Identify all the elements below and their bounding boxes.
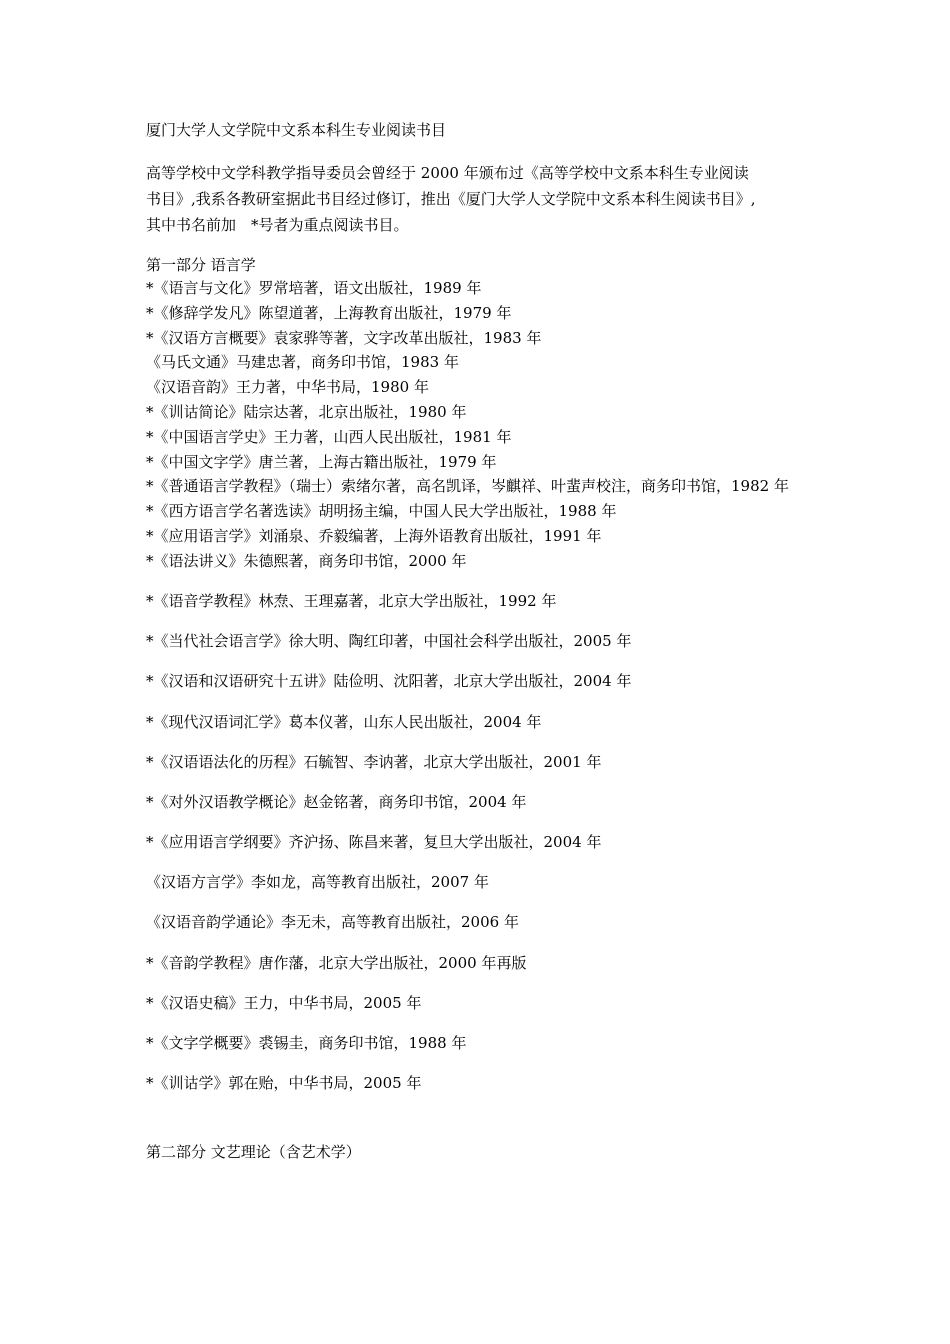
list-item: *《音韵学教程》唐作藩，北京大学出版社，2000 年再版: [146, 953, 527, 972]
intro-line: 高等学校中文学科教学指导委员会曾经于 2000 年颁布过《高等学校中文系本科生专业阅读: [146, 164, 749, 182]
list-item: *《应用语言学纲要》齐沪扬、陈昌来著，复旦大学出版社，2004 年: [146, 833, 602, 852]
list-item: 《马氏文通》马建忠著，商务印书馆，1983 年: [146, 353, 459, 372]
list-item: *《汉语史稿》王力，中华书局，2005 年: [146, 993, 422, 1012]
list-item: *《汉语和汉语研究十五讲》陆俭明、沈阳著，北京大学出版社，2004 年: [146, 672, 632, 691]
list-item: *《汉语方言概要》袁家骅等著，文字改革出版社，1983 年: [146, 328, 542, 347]
list-item: *《文字学概要》裘锡圭，商务印书馆，1988 年: [146, 1034, 467, 1053]
list-item: 《汉语音韵学通论》李无未，高等教育出版社，2006 年: [146, 913, 519, 932]
intro-paragraph: [146, 160, 811, 238]
list-item: 《汉语音韵》王力著，中华书局，1980 年: [146, 378, 429, 397]
list-item: *《语言与文化》罗常培著，语文出版社，1989 年: [146, 279, 482, 297]
list-item: *《应用语言学》刘涌泉、乔毅编著，上海外语教育出版社，1991 年: [146, 526, 602, 545]
list-item: *《语法讲义》朱德熙著，商务印书馆，2000 年: [146, 551, 467, 570]
list-item: 《汉语方言学》李如龙，高等教育出版社，2007 年: [146, 873, 489, 892]
document-title: 厦门大学人文学院中文系本科生专业阅读书目: [146, 121, 447, 139]
list-item: *《现代汉语词汇学》葛本仪著，山东人民出版社，2004 年: [146, 712, 542, 731]
part1-heading: 第一部分 语言学: [146, 256, 256, 274]
list-item: *《训诂学》郭在贻，中华书局，2005 年: [146, 1074, 422, 1093]
list-item: *《中国文字学》唐兰著，上海古籍出版社，1979 年: [146, 452, 497, 471]
list-item: *《西方语言学名著选读》胡明扬主编，中国人民大学出版社，1988 年: [146, 502, 617, 521]
list-item: *《当代社会语言学》徐大明、陶红印著，中国社会科学出版社，2005 年: [146, 632, 632, 651]
list-item: *《中国语言学史》王力著，山西人民出版社，1981 年: [146, 427, 512, 446]
intro-line: 其中书名前加 *号者为重点阅读书目。: [146, 216, 409, 234]
list-item: *《汉语语法化的历程》石毓智、李讷著，北京大学出版社，2001 年: [146, 752, 602, 771]
list-item: *《语音学教程》林焘、王理嘉著，北京大学出版社，1992 年: [146, 591, 557, 610]
part2-heading: 第二部分 文艺理论（含艺术学）: [146, 1143, 361, 1161]
list-item: *《普通语言学教程》（瑞士）索绪尔著，高名凯译，岑麒祥、叶蜚声校注，商务印书馆，1982 年: [146, 477, 789, 496]
reading-list: [146, 276, 811, 1096]
intro-line: 书目》,我系各教研室据此书目经过修订，推出《厦门大学人文学院中文系本科生阅读书目》,: [146, 190, 756, 208]
list-item: *《修辞学发凡》陈望道著，上海教育出版社，1979 年: [146, 303, 512, 322]
list-item: *《对外汉语教学概论》赵金铭著，商务印书馆，2004 年: [146, 792, 527, 811]
list-item: *《训诂简论》陆宗达著，北京出版社，1980 年: [146, 402, 467, 421]
